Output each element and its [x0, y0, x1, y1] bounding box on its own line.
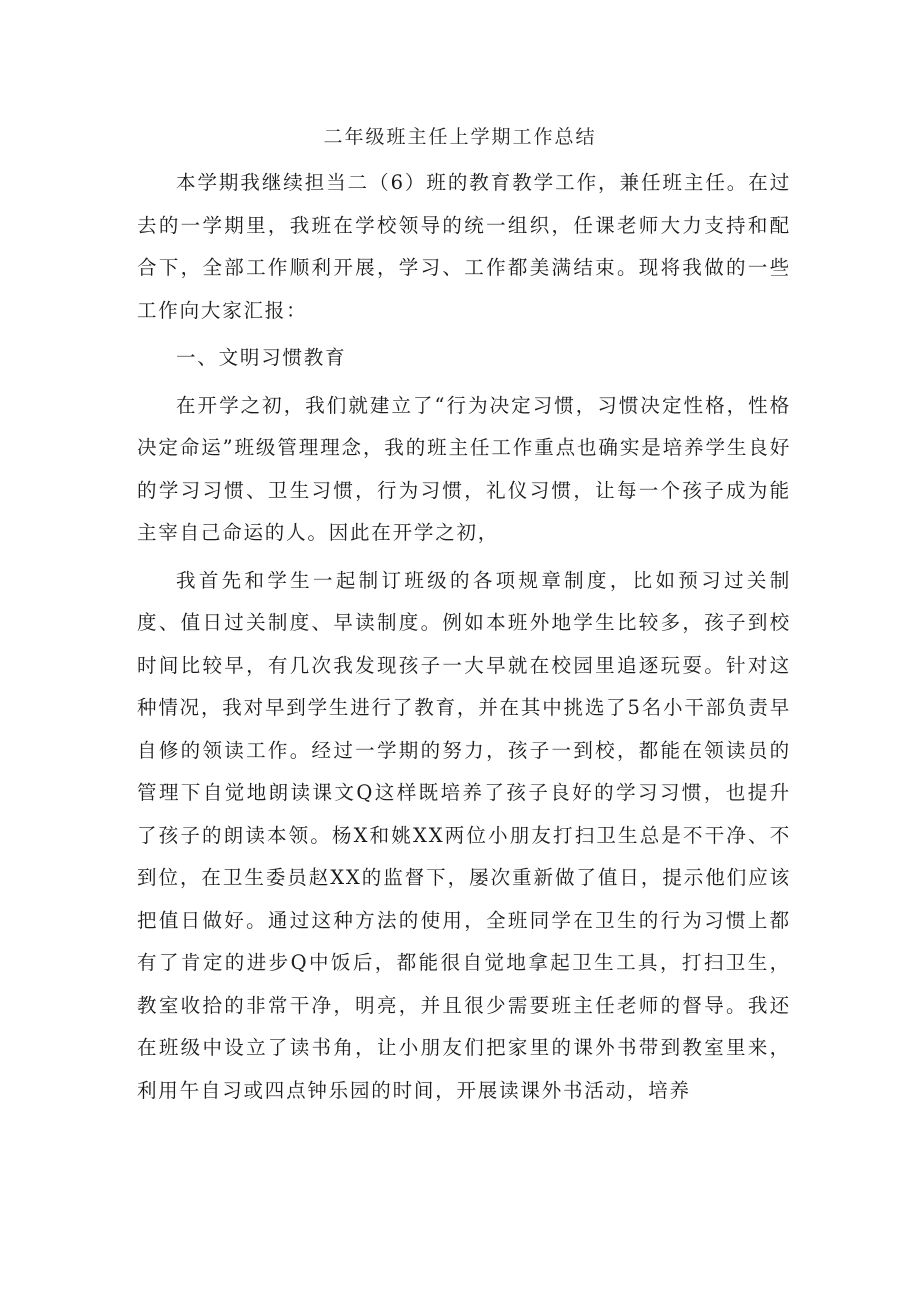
- paragraph-philosophy: 在开学之初，我们就建立了“行为决定习惯，习惯决定性格，性格决定命运”班级管理理念，我的班主任工作重点也确实是培养学生良好的学习习惯、卫生习惯，行为习惯，礼仪习惯，让每一个孩子成为能主宰自己命运的人。因此在开学之初，: [137, 393, 791, 544]
- document-body: [137, 162, 791, 1117]
- document-title: 二年级班主任上学期工作总结: [323, 126, 597, 148]
- paragraph-rules: 我首先和学生一起制订班级的各项规章制度，比如预习过关制度、值日过关制度、早读制度。例如本班外地学生比较多，孩子到校时间比较早，有几次我发现孩子一大早就在校园里追逐玩耍。针对这种情况，我对早到学生进行了教育，并在其中挑选了5名小干部负责早自修的领读工作。经过一学期的努力，孩子一到校，都能在领读员的管理下自觉地朗读课文Q这样既培养了孩子良好的学习习惯，也提升了孩子的朗读本领。杨X和姚XX两位小朋友打扫卫生总是不干净、不到位，在卫生委员赵XX的监督下，屡次重新做了值日，提示他们应该把值日做好。通过这种方法的使用，全班同学在卫生的行为习惯上都有了肯定的进步Q中饭后，都能很自觉地拿起卫生工具，打扫卫生，教室收拾的非常干净，明亮，并且很少需要班主任老师的督导。我还在班级中设立了读书角，让小朋友们把家里的课外书带到教室里来，利用午自习或四点钟乐园的时间，开展读课外书活动，培养: [137, 568, 791, 1102]
- section-heading: 一、文明习惯教育: [176, 346, 347, 369]
- paragraph-intro: 本学期我继续担当二（6）班的教育教学工作，兼任班主任。在过去的一学期里，我班在学校领导的统一组织，任课老师大力支持和配合下，全部工作顺利开展，学习、工作都美满结束。现将我做的一些工作向大家汇报：: [137, 171, 791, 322]
